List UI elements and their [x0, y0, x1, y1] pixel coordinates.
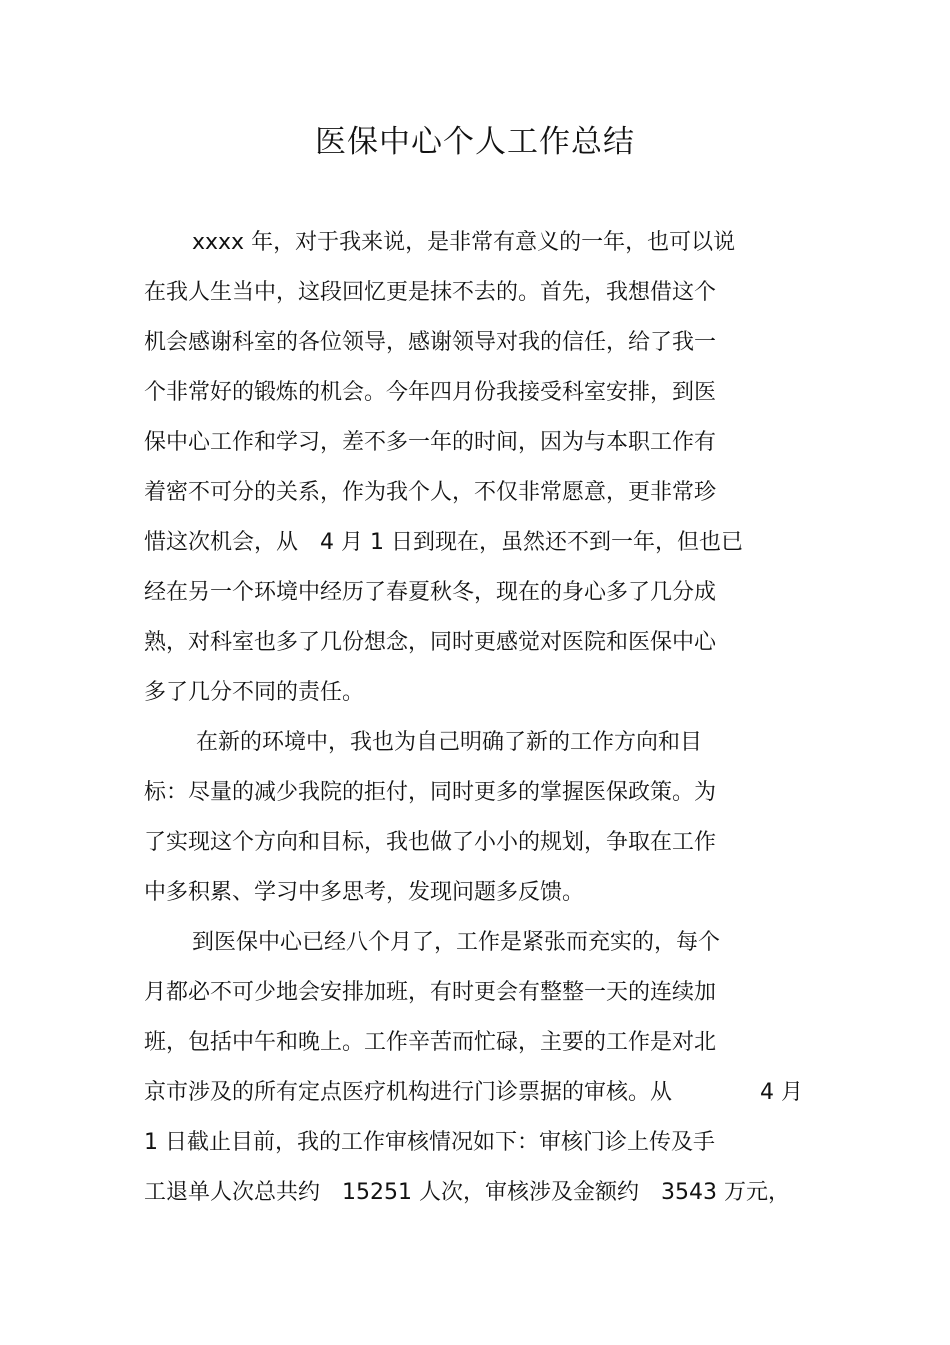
text-line: 中多积累、学习中多思考，发现问题多反馈。	[144, 880, 585, 905]
text-line: 标：尽量的减少我院的拒付，同时更多的掌握医保政策。为	[144, 780, 717, 805]
document-title: 医保中心个人工作总结	[315, 124, 635, 160]
text-line: 月都必不可少地会安排加班，有时更会有整整一天的连续加	[144, 980, 717, 1005]
text-line: 工退单人次总共约 15251 人次，审核涉及金额约 3543 万元，	[144, 1180, 790, 1205]
text-line: 班，包括中午和晚上。工作辛苦而忙碌，主要的工作是对北	[144, 1030, 717, 1055]
text-line: 经在另一个环境中经历了春夏秋冬，现在的身心多了几分成	[144, 580, 717, 605]
text-line: 保中心工作和学习，差不多一年的时间，因为与本职工作有	[144, 430, 717, 455]
text-line: xxxx 年，对于我来说，是非常有意义的一年，也可以说	[192, 230, 736, 255]
text-line: 了实现这个方向和目标，我也做了小小的规划，争取在工作	[144, 830, 717, 855]
text-line: 机会感谢科室的各位领导，感谢领导对我的信任，给了我一	[144, 330, 717, 355]
text-line: 1 日截止目前，我的工作审核情况如下：审核门诊上传及手	[144, 1130, 715, 1155]
text-line: 多了几分不同的责任。	[144, 680, 365, 705]
text-line: 熟，对科室也多了几份想念，同时更感觉对医院和医保中心	[144, 630, 717, 655]
text-line: 个非常好的锻炼的机会。今年四月份我接受科室安排，到医	[144, 380, 717, 405]
text-line: 惜这次机会，从 4 月 1 日到现在，虽然还不到一年，但也已	[144, 530, 743, 555]
text-line: 京市涉及的所有定点医疗机构进行门诊票据的审核。从	[144, 1080, 673, 1105]
text-line: 着密不可分的关系，作为我个人，不仅非常愿意，更非常珍	[144, 480, 717, 505]
text-line: 在新的环境中，我也为自己明确了新的工作方向和目	[196, 730, 703, 755]
text-line: 在我人生当中，这段回忆更是抹不去的。首先，我想借这个	[144, 280, 717, 305]
text-line-fragment: 4 月	[760, 1080, 803, 1105]
text-line: 到医保中心已经八个月了，工作是紧张而充实的，每个	[192, 930, 721, 955]
